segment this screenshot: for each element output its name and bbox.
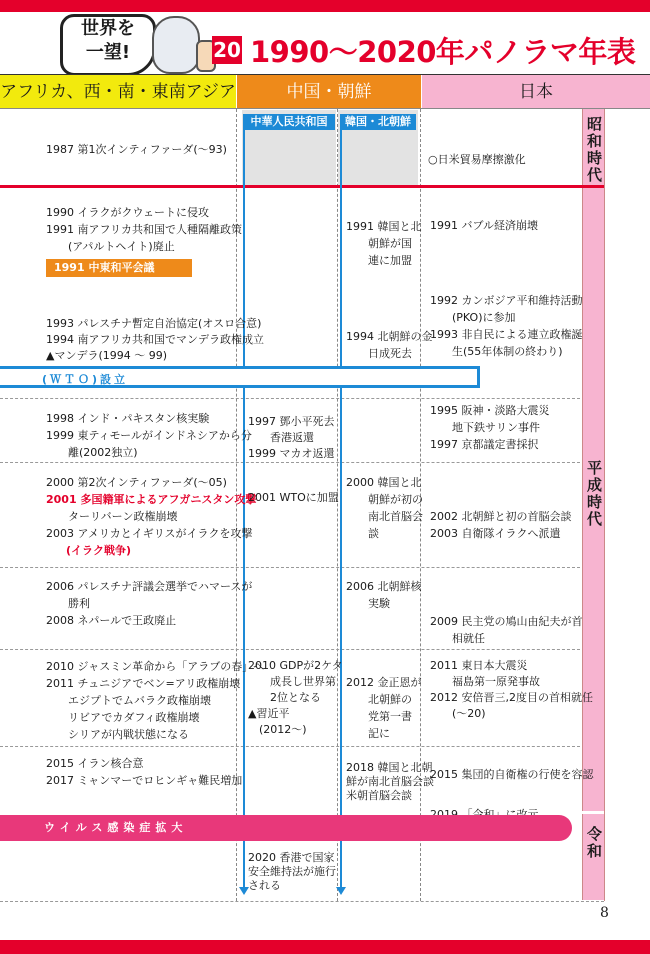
korea-entries-2018: 2018 韓国と北朝 鮮が南北首脳会談 米朝首脳会談: [346, 761, 434, 802]
asia-entry-1987: 1987 第1次インティファーダ(〜93): [46, 143, 227, 156]
subcolumn-header-prc: 中華人民共和国: [243, 114, 335, 130]
row-divider: [0, 649, 580, 650]
asia-entries-2000: 2000 第2次インティファーダ(〜05) 2001 多国籍軍によるアフガニスタン攻撃 ターリバーン政権崩壊 2003 アメリカとイギリスがイラクを攻撃 (イラク戦争): [46, 476, 257, 557]
subcolumn-header-korea: 韓国・北朝鮮: [340, 114, 416, 130]
era-label-reiwa: 令和: [585, 826, 603, 860]
character-illustration: [152, 16, 200, 74]
virus-spread-band: ウイルス感染症拡大: [0, 815, 572, 841]
column-divider-2: [337, 109, 339, 901]
korea-entries-1991: 1991 韓国と北 朝鮮が国 連に加盟: [346, 220, 422, 267]
asia-entries-1998: 1998 インド・パキスタン核実験 1999 東ティモールがインドネシアから分 離(2002独立): [46, 412, 252, 459]
japan-entries-2009: 2009 民主党の鳩山由紀夫が首 相就任: [430, 615, 583, 645]
era-label-heisei: 平成時代: [585, 460, 603, 528]
header-bottom-line: [0, 108, 650, 109]
bottom-red-bar: [0, 940, 650, 954]
asia-entries-2010: 2010 ジャスミン革命から「アラブの春」へ 2011 チュニジアでベン=アリ政権崩壊 エジプトでムバラク政権崩壊 リビアでカダフィ政権崩壊 シリアが内戦状態になる: [46, 660, 265, 741]
column-header-china: 中国・朝鮮: [237, 75, 421, 109]
badge-line-2: 一望!: [85, 42, 131, 63]
japan-entries-2002: 2002 北朝鮮と初の首脳会談 2003 自衛隊イラクへ派遣: [430, 510, 572, 540]
era-right-border: [604, 109, 605, 901]
row-divider: [0, 462, 580, 463]
korea-arrow-icon: [336, 887, 346, 895]
china-entries-1997: 1997 鄧小平死去 香港返還 1999 マカオ返還: [248, 415, 335, 460]
row-divider: [0, 567, 580, 568]
china-entry-2001: 2001 WTOに加盟: [248, 491, 339, 504]
china-entries-2020: 2020 香港で国家 安全維持法が施行 される: [248, 851, 336, 892]
middle-east-peace-conference-label: 1991 中東和平会議: [46, 259, 192, 277]
page-title: 1990〜2020年パノラマ年表: [250, 35, 636, 69]
person-icon: ▲習近平: [248, 707, 290, 720]
column-header-asia: アフリカ、西・南・東南アジア: [0, 75, 236, 109]
china-entries-2010: 2010 GDPが2ケタ 成長し世界第 2位となる ▲習近平 (2012〜): [248, 659, 343, 736]
japan-entry-1991: 1991 バブル経済崩壊: [430, 219, 539, 232]
japan-entries-2011: 2011 東日本大震災 福島第一原発事故 2012 安倍晋三,2度目の首相就任 (〜20): [430, 659, 593, 720]
korea-timeline-line: [340, 130, 342, 888]
korea-entries-1994: 1994 北朝鮮の金 日成死去: [346, 330, 433, 360]
top-red-bar: [0, 0, 650, 12]
era-label-showa: 昭和時代: [585, 116, 603, 184]
asia-entries-1993: 1993 パレスチナ暫定自治協定(オスロ合意) 1994 南アフリカ共和国でマンデラ政権成立 ▲マンデラ(1994 〜 99): [46, 317, 264, 362]
row-divider: [0, 398, 580, 399]
japan-entry-1980s: ○日米貿易摩擦激化: [428, 153, 526, 166]
page-number: 8: [600, 905, 609, 921]
header-badge: [60, 14, 156, 76]
column-header-japan: 日本: [422, 75, 650, 109]
badge-line-1: 世界を: [81, 18, 135, 39]
asia-entries-2015: 2015 イラン核合意 2017 ミャンマーでロヒンギャ難民増加: [46, 757, 243, 787]
japan-entries-1992: 1992 カンボジア平和維持活動 (PKO)に参加 1993 非自民による連立政権誕 生(55年体制の終わり): [430, 294, 583, 358]
asia-entries-1990s: 1990 イラクがクウェートに侵攻 1991 南アフリカ共和国で人種隔離政策 (アパルトヘイト)廃止: [46, 206, 242, 253]
showa-heisei-divider: [0, 185, 604, 188]
row-divider: [0, 746, 580, 747]
asia-entries-2006: 2006 パレスチナ評議会選挙でハマースが 勝利 2008 ネパールで王政廃止: [46, 580, 253, 627]
korea-entries-2000: 2000 韓国と北 朝鮮が初の 南北首脳会 談: [346, 476, 423, 540]
korea-entries-2012: 2012 金正恩が 北朝鮮の 党第一書 記に: [346, 676, 422, 740]
wto-established-band: (ＷＴＯ)設立: [0, 366, 480, 388]
japan-entries-1995: 1995 阪神・淡路大震災 地下鉄サリン事件 1997 京都議定書採択: [430, 404, 550, 451]
korea-entries-2006: 2006 北朝鮮核 実験: [346, 580, 422, 610]
japan-entries-2015: 2015 集団的自衛権の行使を容認: [430, 768, 594, 781]
person-icon: ▲マンデラ(1994 〜 99): [46, 349, 168, 362]
table-bottom-line: [0, 901, 604, 902]
chapter-number: 20: [213, 38, 241, 62]
